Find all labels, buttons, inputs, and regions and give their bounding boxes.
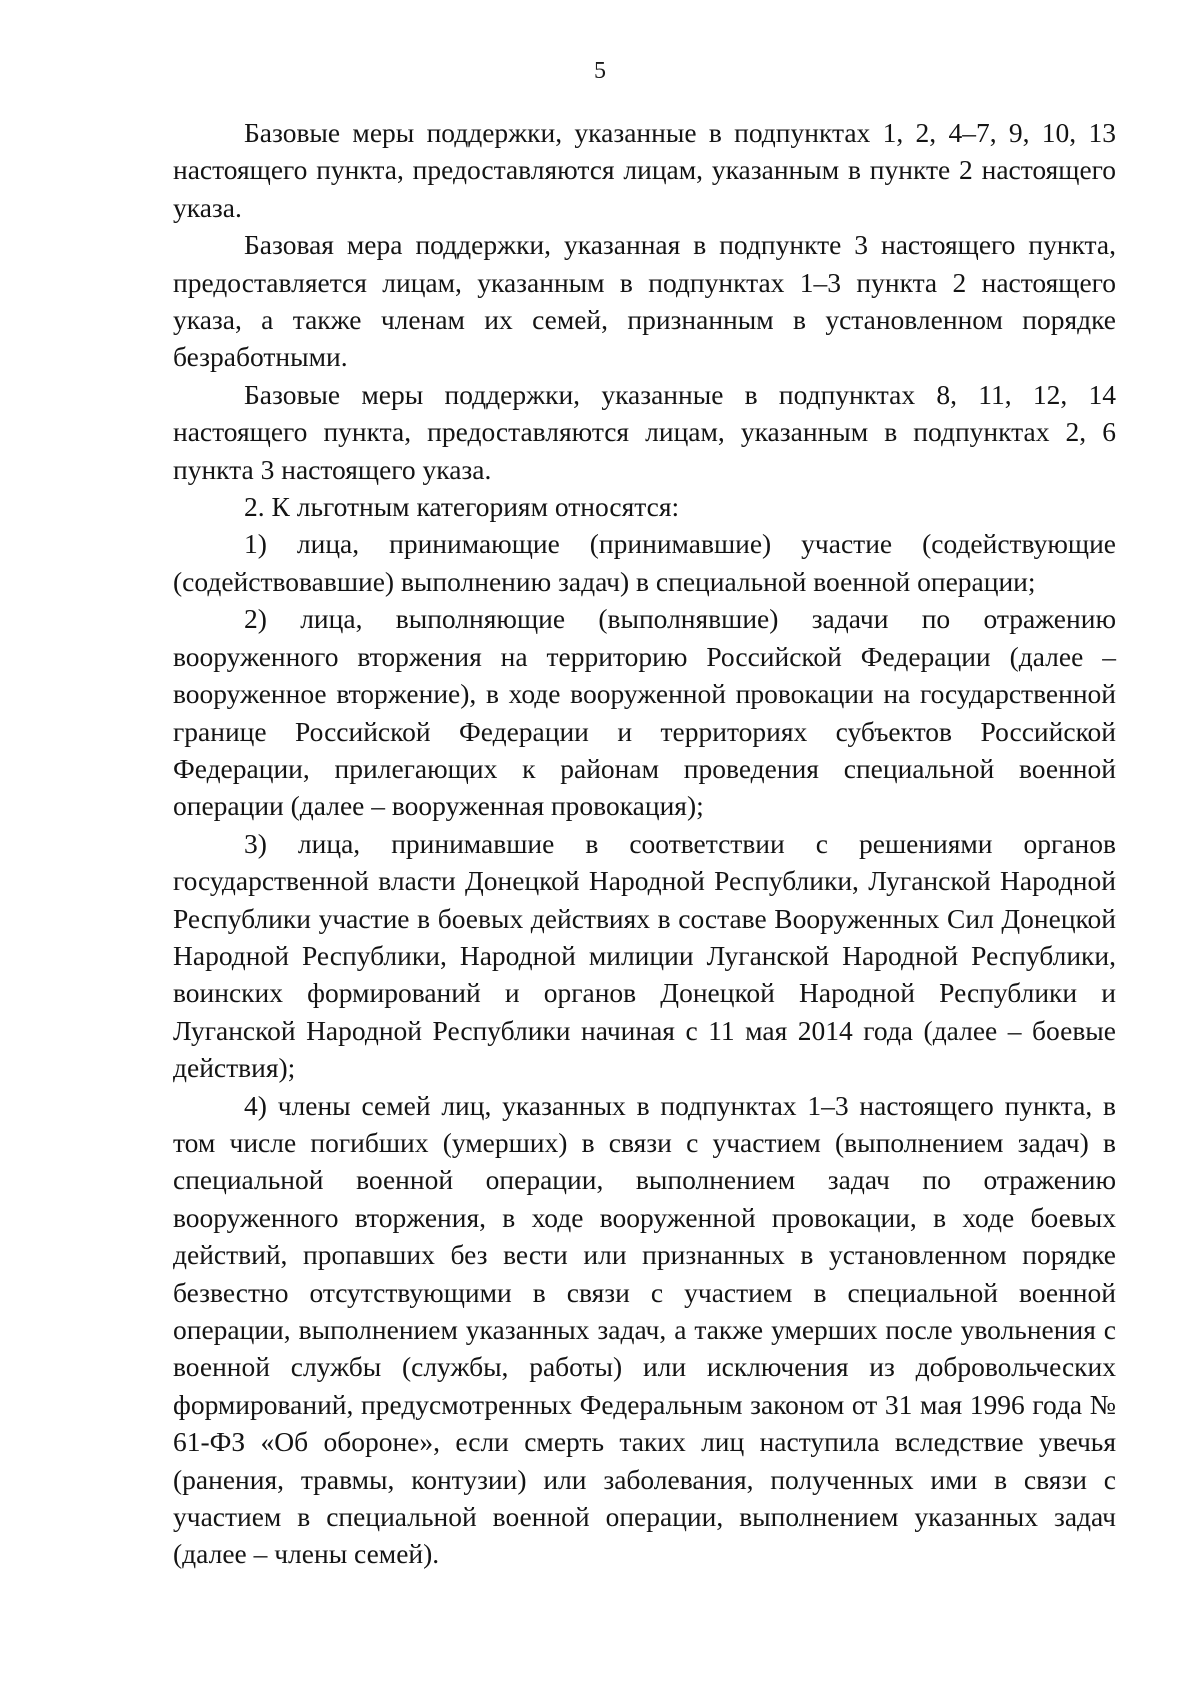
paragraph-section-2-heading: 2. К льготным категориям относятся: [244,491,680,523]
list-item-3: 3) лица, принимавшие в соответствии с решениями органов государственной власти Донецкой Народной Республики, Луганской Народной Республики участие в боевых действиях в составе Вооруженных Сил Донецкой Народной Республики, Народной милиции Луганской Народной Республики, воинских формирований и органов Донецкой Народной Республики и Луганской Народной Республики начиная с 11 мая 2014 года (далее – боевые действия); [173,827,1116,1084]
list-item-4: 4) члены семей лиц, указанных в подпунктах 1–3 настоящего пункта, в том числе погибших (умерших) в связи с участием (выполнением задач) в специальной военной операции, выполнением задач по отражению вооруженного вторжения, в ходе вооруженной провокации, в ходе боевых действий, пропавших без вести или признанных в установленном порядке безвестно отсутствующими в связи с участием в специальной военной операции, выполнением указанных задач, а также умерших после увольнения с военной службы (службы, работы) или исключения из добровольческих формирований, предусмотренных Федеральным законом от 31 мая 1996 года № 61-ФЗ «Об обороне», если смерть таких лиц наступила вследствие увечья (ранения, травмы, контузии) или заболевания, полученных ими в связи с участием в специальной военной операции, выполнением указанных задач (далее – члены семей). [173,1089,1116,1570]
list-item-1: 1) лица, принимающие (принимавшие) участие (содействующие (содействовавшие) выполнению задач) в специальной военной операции; [173,528,1116,597]
page-number: 5 [594,58,606,84]
list-item-2: 2) лица, выполняющие (выполнявшие) задачи по отражению вооруженного вторжения на территорию Российской Федерации (далее – вооруженное вторжение), в ходе вооруженной провокации на государственной границе Российской Федерации и территориях субъектов Российской Федерации, прилегающих к районам проведения специальной военной операции (далее – вооруженная провокация); [173,603,1116,822]
paragraph-support-measures-8: Базовые меры поддержки, указанные в подпунктах 8, 11, 12, 14 настоящего пункта, предоставляются лицам, указанным в подпунктах 2, 6 пункта 3 настоящего указа. [173,378,1116,485]
paragraph-support-measure-3: Базовая мера поддержки, указанная в подпункте 3 настоящего пункта, предоставляется лицам, указанным в подпунктах 1–3 пункта 2 настоящего указа, а также членам их семей, признанным в установленном порядке безработными. [173,229,1116,373]
document-body [173,114,1116,1573]
paragraph-support-measures-1: Базовые меры поддержки, указанные в подпунктах 1, 2, 4–7, 9, 10, 13 настоящего пункта, предоставляются лицам, указанным в пункте 2 настоящего указа. [173,117,1116,223]
